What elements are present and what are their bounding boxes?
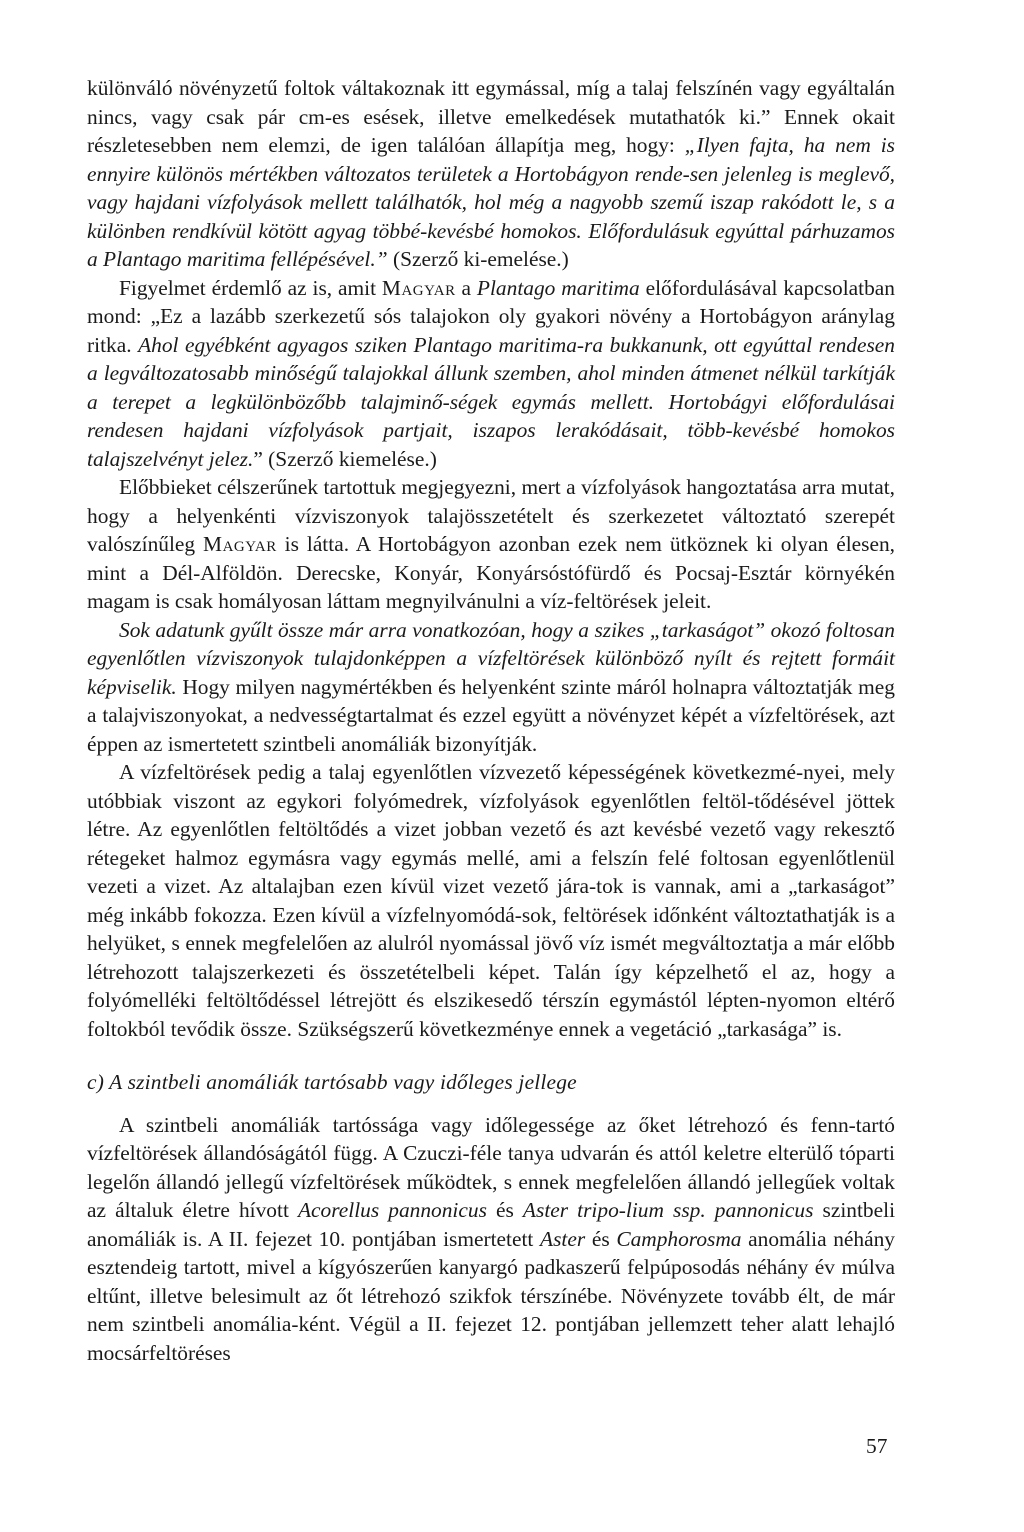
paragraph <box>87 758 895 1043</box>
text-segment: szintbeli anomáliák is. A II. fejezet 10. pontjában ismertetett <box>87 1198 896 1251</box>
italic-text: Acorellus pannonicus <box>297 1198 487 1222</box>
section-heading <box>87 1068 895 1097</box>
italic-text: Aster <box>540 1226 586 1251</box>
text-segment: c) A szintbeli anomáliák tartósabb vagy időleges jellege <box>87 1070 577 1094</box>
text-segment: is látta. A Hortobágyon azonban ezek nem ütköznek ki olyan élesen, mint a Dél-Alföldön. Derecske, Konyár, Konyársóstófürdő és Pocsaj-Esztár környékén magam is csak homályosan láttam megnyilvánulni a víz-feltörések jeleit. <box>87 532 895 613</box>
paragraph <box>87 473 895 616</box>
body-text <box>87 74 895 1367</box>
text-segment: és <box>585 1226 617 1251</box>
text-segment: A vízfeltörések pedig a talaj egyenlőtlen vízvezető képességének következmé-nyei, mely utóbbiak viszont az egykori folyómedrek, vízfolyások egyenlőtlen feltöl-tődésével jöttek létre. Az egyenlőtlen feltöltődés a vizet jobban vezető és azt kevésbé vezető vagy rekesztő rétegeket halmoz egymásra vagy egymás mellé, ami a felszín felé foltosan egyenlőtlenül vezeti a vizet. Az altalajban ezen kívül vizet vezető jára-tok is vannak, ami a „tarkaságot” még inkább fokozza. Ezen kívül a vízfelnyomódá-sok, feltörések időnként változtathatják is a helyüket, s ennek megfelelően az alulról nyomással jövő víz ismét megváltoztatja a már előbb létrehozott talajszerkezeti és összetételbeli képet. Talán így képzelhető el az, hogy a folyómelléki feltöltődéssel létrejött és elszikesedő térszín egymástól lépten-nyomon eltérő foltokból tevődik össze. Szükségszerű következménye ennek a vegetáció „tarkasága” is. <box>87 760 895 1041</box>
text-segment: (Szerző ki-emelése.) <box>387 247 569 271</box>
text-segment: előfordulásával kapcsolatban mond: „Ez a lazább szerkezetű sós talajokon oly gyakori növény a Hortobágyon aránylag ritka. <box>87 275 895 357</box>
text-segment: ” (Szerző kiemelése.) <box>253 446 437 471</box>
text-segment: Hogy milyen nagymértékben és helyenként szinte máról holnapra változtatják meg a talajviszonyokat, a nedvességtartalmat és ezzel együtt a növényzet képét a vízfeltörések, azt éppen az ismertetett szintbeli anomáliák bizonyítják. <box>87 674 895 756</box>
italic-text: Plantago maritima <box>476 275 640 300</box>
text-segment: Előbbieket célszerűnek tartottuk megjegyezni, mert a vízfolyások hangoztatása arra mutat, hogy a helyenkénti vízviszonyok talajösszetételt és szerkezetet változtató szerepét valószínűleg <box>87 475 895 556</box>
paragraph <box>87 616 895 759</box>
text-segment: és <box>486 1198 523 1222</box>
text-segment: a <box>455 275 477 300</box>
text-segment: A szintbeli anomáliák tartóssága vagy időlegessége az őket létrehozó és fenn-tartó vízfeltörések állandóságától függ. A Czuczi-féle tanya udvarán és attól keletre elterülő tóparti legelőn állandó jellegű vízfeltörések működtek, s ennek megfelelően állandó jellegűek voltak az általuk életre hívott <box>87 1112 895 1222</box>
italic-text: Sok adatunk gyűlt össze már arra vonatkozóan, hogy a szikes „tarkaságot” okozó foltosan egyenlőtlen vízviszonyok tulajdonképpen a vízfeltörések különböző nyílt és rejtett formáit képviselik. <box>87 617 895 699</box>
text-segment: anomália néhány esztendeig tartott, mivel a kígyószerűen kanyargó padkaszerű felpúposodás néhány év múlva eltűnt, illetve belesimult az őt létrehozó szikfok térszínébe. Növényzete tovább élt, de már nem szintbeli anomália-ként. Végül a II. fejezet 12. pontjában jellemzett teher alatt lehajló mocsárfeltöréses <box>87 1226 895 1365</box>
paragraph <box>87 74 895 274</box>
italic-text: „Ilyen fajta, ha nem is ennyire különös mértékben változatos területek a Hortobágyon rende-sen jelenleg is meglevő, vagy hajdani vízfolyások mellett találhatók, hol még a nagyobb szemű iszap rakódott le, s a különben rendkívül kötött agyag többé-kevésbé homokos. Előfordulásuk egyúttal párhuzamos a Plantago maritima fellépésével.” <box>87 133 895 271</box>
small-caps-name: Magyar <box>203 532 277 556</box>
small-caps-name: Magyar <box>381 275 456 300</box>
text-segment: Figyelmet érdemlő az is, amit <box>119 275 382 300</box>
italic-text: Camphorosma <box>616 1226 742 1251</box>
paragraph <box>87 274 895 474</box>
italic-text: Ahol egyébként agyagos sziken Plantago maritima-ra bukkanunk, ott egyúttal rendesen a legváltozatosabb minőségű talajokkal állunk szemben, ahol minden átmenet nélkül tarkítják a terepet a legkülönbözőbb talajminő-ségek egymás mellett. Hortobágyi előfordulásai rendesen hajdani vízfolyások partjait, iszapos lerakódásait, több-kevésbé homokos talajszelvényt jelez. <box>87 332 895 471</box>
page-number: 57 <box>866 1434 888 1458</box>
text-segment: különváló növényzetű foltok váltakoznak itt egymással, míg a talaj felszínén vagy egyáltalán nincs, vagy csak pár cm-es esések, illetve emelkedések mutathatók ki.” Ennek okait részletesebben nem elemzi, de igen találóan állapítja meg, hogy: <box>87 76 895 157</box>
paragraph <box>87 1111 895 1368</box>
italic-text: Aster tripo-lium ssp. pannonicus <box>522 1198 814 1222</box>
